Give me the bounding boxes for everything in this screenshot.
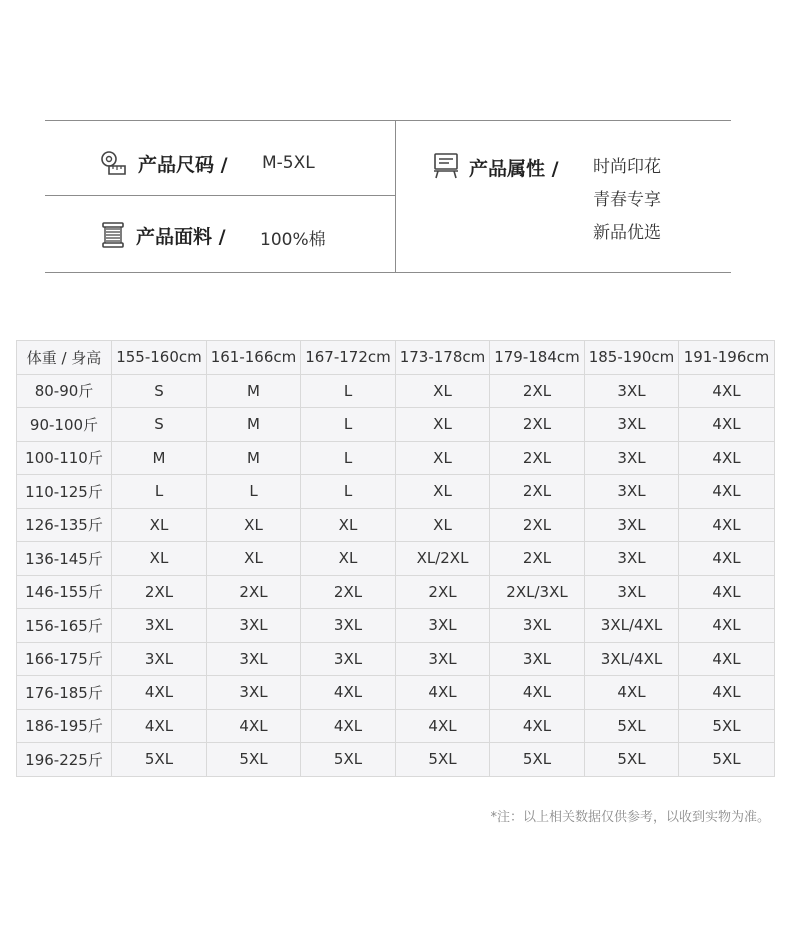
table-cell: 5XL bbox=[207, 743, 301, 777]
info-middle-rule bbox=[45, 195, 395, 196]
row-weight-range: 100-110斤 bbox=[17, 441, 112, 475]
size-value: M-5XL bbox=[262, 153, 315, 173]
table-cell: 5XL bbox=[490, 743, 585, 777]
row-weight-range: 90-100斤 bbox=[17, 408, 112, 442]
table-row bbox=[17, 609, 775, 643]
row-weight-range: 166-175斤 bbox=[17, 642, 112, 676]
table-cell: 4XL bbox=[679, 609, 775, 643]
table-cell: XL bbox=[112, 508, 207, 542]
table-row bbox=[17, 743, 775, 777]
table-cell: 5XL bbox=[396, 743, 490, 777]
table-cell: 2XL bbox=[490, 408, 585, 442]
thread-spool-icon bbox=[99, 221, 127, 249]
table-row bbox=[17, 441, 775, 475]
tag-stand-icon bbox=[432, 152, 460, 180]
table-cell: XL bbox=[396, 374, 490, 408]
table-cell: 5XL bbox=[679, 743, 775, 777]
table-cell: 4XL bbox=[112, 709, 207, 743]
table-cell: 3XL bbox=[207, 676, 301, 710]
table-row bbox=[17, 408, 775, 442]
table-cell: 2XL bbox=[490, 542, 585, 576]
table-cell: L bbox=[301, 374, 396, 408]
table-cell: 4XL bbox=[679, 575, 775, 609]
table-cell: 2XL bbox=[490, 475, 585, 509]
table-cell: 4XL bbox=[112, 676, 207, 710]
table-cell: M bbox=[207, 441, 301, 475]
table-cell: 2XL bbox=[301, 575, 396, 609]
table-cell: 4XL bbox=[490, 676, 585, 710]
table-row bbox=[17, 642, 775, 676]
table-cell: 4XL bbox=[396, 676, 490, 710]
table-row bbox=[17, 575, 775, 609]
table-cell: 4XL bbox=[679, 676, 775, 710]
table-cell: 4XL bbox=[490, 709, 585, 743]
row-weight-range: 126-135斤 bbox=[17, 508, 112, 542]
header-height-range: 173-178cm bbox=[396, 341, 490, 375]
table-cell: L bbox=[301, 441, 396, 475]
table-cell: L bbox=[112, 475, 207, 509]
table-cell: L bbox=[301, 408, 396, 442]
fabric-value: 100%棉 bbox=[260, 230, 326, 250]
row-weight-range: 156-165斤 bbox=[17, 609, 112, 643]
fabric-label: 产品面料 / bbox=[136, 226, 226, 248]
table-cell: 3XL bbox=[585, 542, 679, 576]
table-cell: L bbox=[207, 475, 301, 509]
size-label: 产品尺码 / bbox=[138, 154, 228, 176]
table-cell: 5XL bbox=[679, 709, 775, 743]
table-cell: M bbox=[207, 374, 301, 408]
table-cell: XL bbox=[301, 542, 396, 576]
info-top-rule bbox=[45, 120, 731, 121]
header-height-range: 191-196cm bbox=[679, 341, 775, 375]
table-cell: 4XL bbox=[679, 475, 775, 509]
table-cell: 4XL bbox=[207, 709, 301, 743]
table-cell: 3XL bbox=[585, 408, 679, 442]
table-cell: XL bbox=[396, 508, 490, 542]
table-cell: 2XL bbox=[490, 508, 585, 542]
table-cell: XL/2XL bbox=[396, 542, 490, 576]
table-cell: XL bbox=[396, 408, 490, 442]
row-weight-range: 196-225斤 bbox=[17, 743, 112, 777]
table-cell: 4XL bbox=[679, 508, 775, 542]
disclaimer-note: *注：以上相关数据仅供参考，以收到实物为准。 bbox=[490, 810, 770, 825]
table-cell: 2XL bbox=[396, 575, 490, 609]
row-weight-range: 136-145斤 bbox=[17, 542, 112, 576]
table-row bbox=[17, 542, 775, 576]
table-row bbox=[17, 508, 775, 542]
table-row bbox=[17, 676, 775, 710]
size-chart-table bbox=[16, 340, 775, 777]
table-cell: S bbox=[112, 374, 207, 408]
table-cell: 2XL bbox=[490, 374, 585, 408]
table-cell: 3XL bbox=[301, 609, 396, 643]
table-row bbox=[17, 709, 775, 743]
table-cell: 3XL bbox=[585, 575, 679, 609]
table-cell: XL bbox=[396, 441, 490, 475]
table-row bbox=[17, 475, 775, 509]
table-cell: 4XL bbox=[585, 676, 679, 710]
table-cell: 3XL bbox=[207, 609, 301, 643]
row-weight-range: 176-185斤 bbox=[17, 676, 112, 710]
row-weight-range: 146-155斤 bbox=[17, 575, 112, 609]
table-cell: 3XL bbox=[301, 642, 396, 676]
attr-value: 时尚印花 bbox=[593, 157, 661, 177]
table-cell: 5XL bbox=[112, 743, 207, 777]
table-cell: 4XL bbox=[679, 441, 775, 475]
attr-label: 产品属性 / bbox=[469, 158, 559, 180]
table-cell: 3XL bbox=[207, 642, 301, 676]
table-cell: L bbox=[301, 475, 396, 509]
header-height-range: 161-166cm bbox=[207, 341, 301, 375]
attr-value: 新品优选 bbox=[593, 223, 661, 243]
table-cell: XL bbox=[207, 508, 301, 542]
header-height-range: 167-172cm bbox=[301, 341, 396, 375]
table-cell: 3XL bbox=[490, 642, 585, 676]
table-cell: XL bbox=[112, 542, 207, 576]
table-cell: 3XL bbox=[112, 642, 207, 676]
table-cell: 3XL bbox=[585, 508, 679, 542]
table-cell: 2XL bbox=[490, 441, 585, 475]
table-cell: 5XL bbox=[585, 743, 679, 777]
header-weight-height: 体重 / 身高 bbox=[17, 341, 112, 375]
table-cell: 3XL/4XL bbox=[585, 609, 679, 643]
table-cell: 4XL bbox=[679, 642, 775, 676]
table-cell: 3XL bbox=[396, 609, 490, 643]
table-cell: XL bbox=[207, 542, 301, 576]
table-cell: 3XL bbox=[585, 441, 679, 475]
table-cell: 5XL bbox=[301, 743, 396, 777]
table-cell: 2XL/3XL bbox=[490, 575, 585, 609]
table-cell: M bbox=[112, 441, 207, 475]
table-cell: 4XL bbox=[679, 408, 775, 442]
table-cell: 3XL/4XL bbox=[585, 642, 679, 676]
table-cell: 4XL bbox=[679, 374, 775, 408]
row-weight-range: 80-90斤 bbox=[17, 374, 112, 408]
table-cell: 3XL bbox=[112, 609, 207, 643]
table-cell: 4XL bbox=[396, 709, 490, 743]
table-cell: S bbox=[112, 408, 207, 442]
info-divider bbox=[395, 120, 396, 272]
table-cell: XL bbox=[396, 475, 490, 509]
row-weight-range: 186-195斤 bbox=[17, 709, 112, 743]
table-cell: 4XL bbox=[679, 542, 775, 576]
table-cell: 2XL bbox=[112, 575, 207, 609]
table-cell: M bbox=[207, 408, 301, 442]
table-cell: 4XL bbox=[301, 676, 396, 710]
table-cell: 3XL bbox=[490, 609, 585, 643]
table-cell: 3XL bbox=[396, 642, 490, 676]
table-cell: XL bbox=[301, 508, 396, 542]
attr-values bbox=[593, 155, 661, 254]
table-cell: 3XL bbox=[585, 374, 679, 408]
table-header-row bbox=[17, 341, 775, 375]
table-cell: 2XL bbox=[207, 575, 301, 609]
header-height-range: 179-184cm bbox=[490, 341, 585, 375]
header-height-range: 155-160cm bbox=[112, 341, 207, 375]
table-cell: 3XL bbox=[585, 475, 679, 509]
measuring-tape-icon bbox=[100, 149, 128, 177]
header-height-range: 185-190cm bbox=[585, 341, 679, 375]
table-cell: 4XL bbox=[301, 709, 396, 743]
attr-value: 青春专享 bbox=[593, 190, 661, 210]
info-bottom-rule bbox=[45, 272, 731, 273]
row-weight-range: 110-125斤 bbox=[17, 475, 112, 509]
table-row bbox=[17, 374, 775, 408]
table-cell: 5XL bbox=[585, 709, 679, 743]
